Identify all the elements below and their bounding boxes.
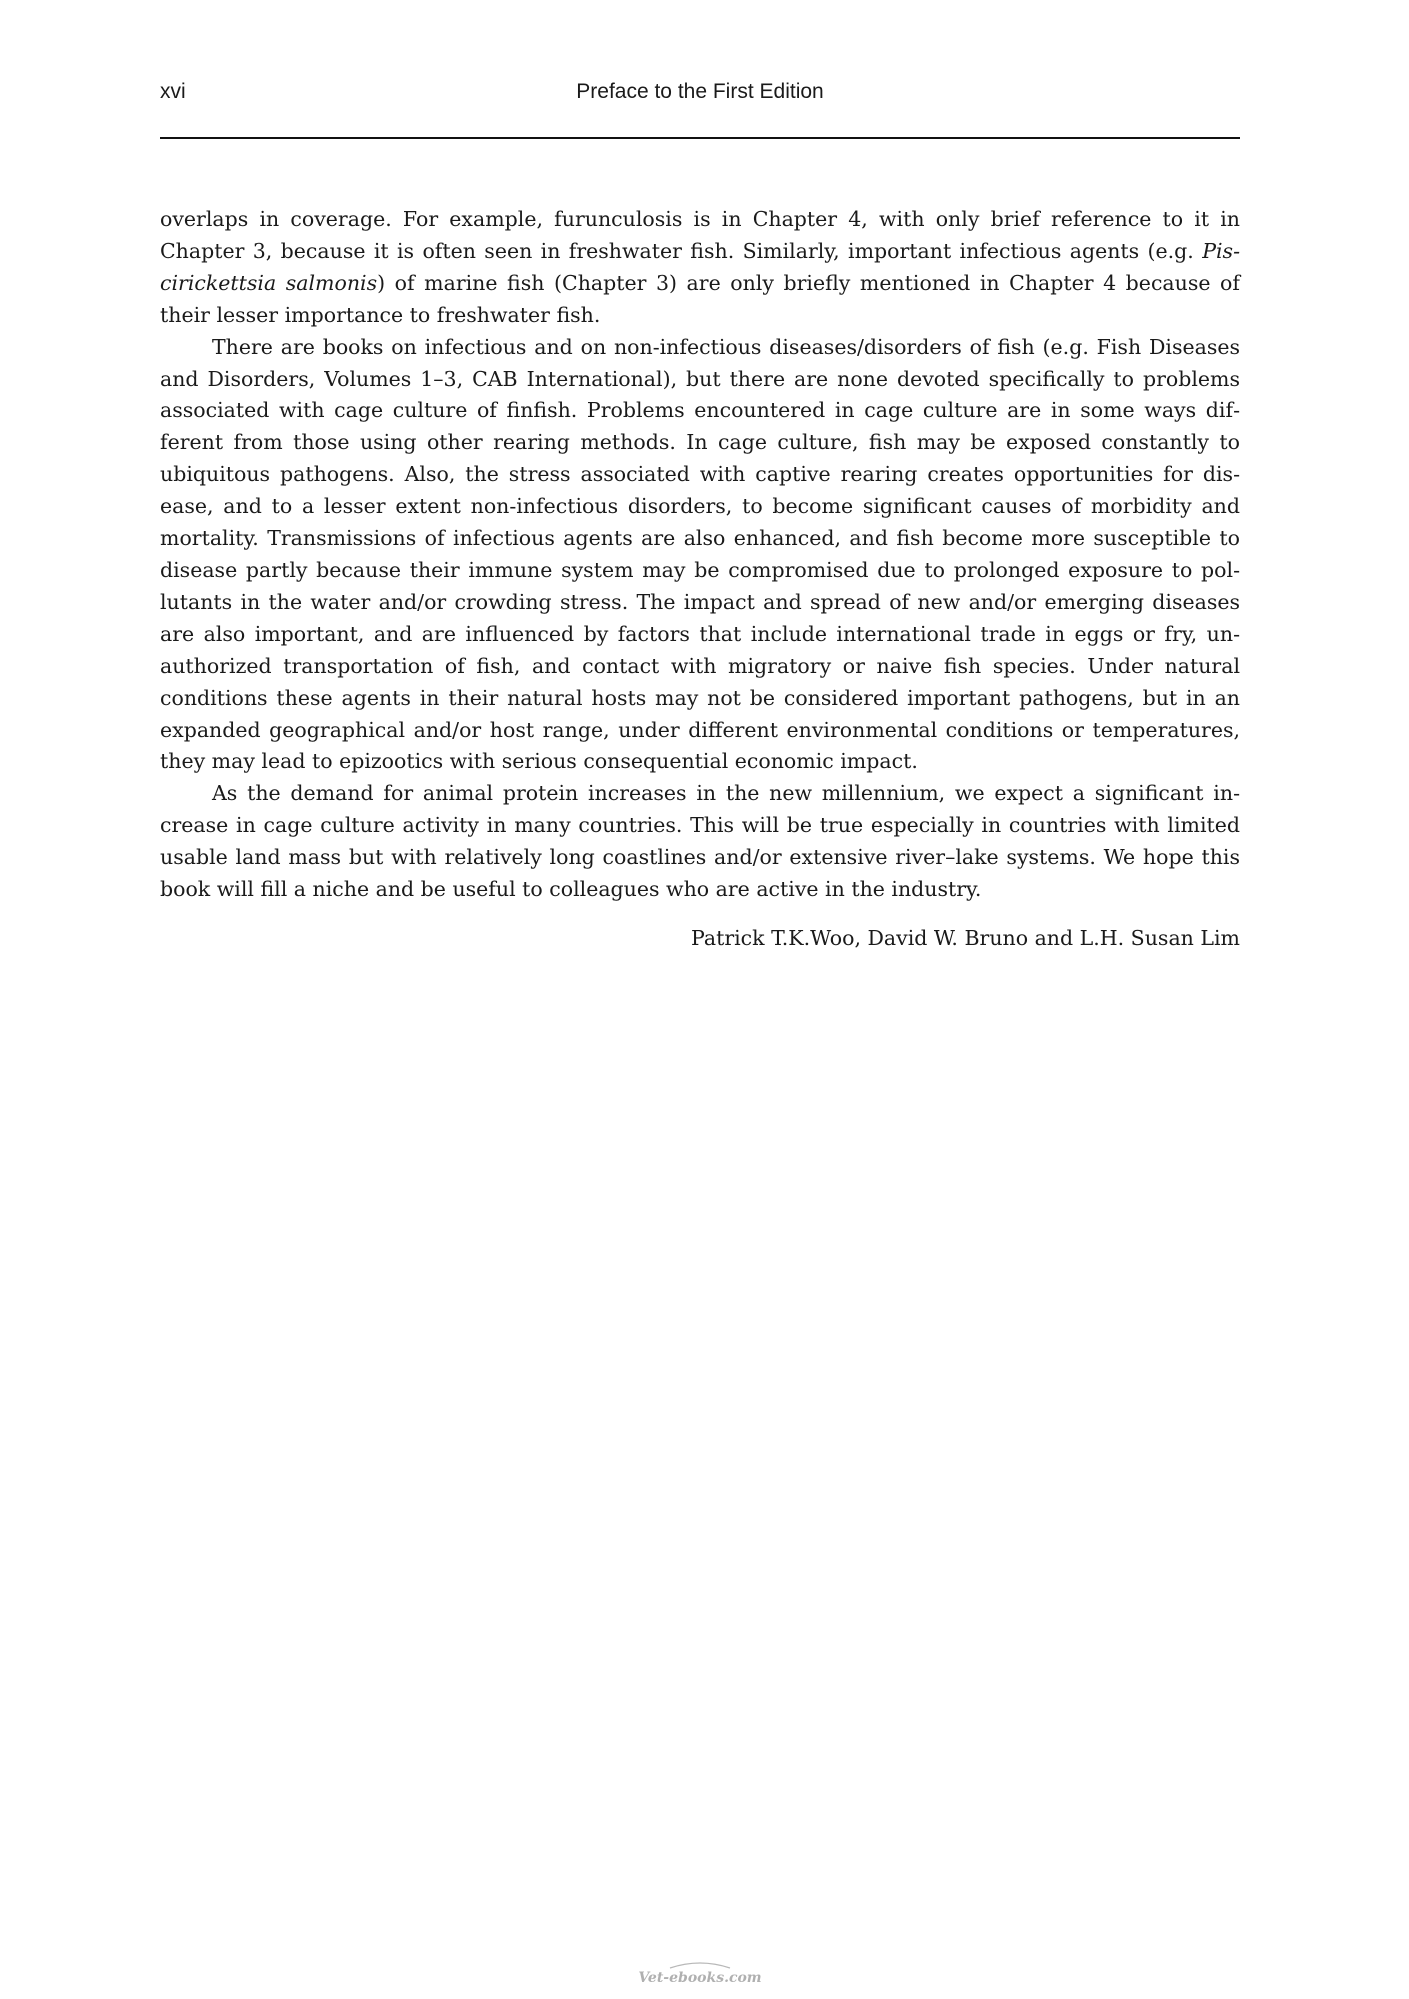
running-title: Preface to the First Edition (576, 80, 824, 103)
watermark-logo (600, 1960, 800, 1988)
running-header (160, 80, 1240, 110)
paragraph-1 (160, 204, 1240, 332)
paragraph-run: There are books on infectious and on non-infectious diseases/disorders of fish (e.g. Fish Diseases and Disorders, Volumes 1–3, CAB International), but there are none devoted specifically to problems associated with cage culture of finfish. Problems encountered in cage culture are in some ways different from those using other rearing methods. In cage culture, fish may be exposed constantly to ubiquitous pathogens. Also, the stress associated with captive rearing creates opportunities for disease, and to a lesser extent non-infectious disorders, to become significant causes of morbidity and mortality. Transmissions of infectious agents are also enhanced, and fish become more susceptible to disease partly because their immune system may be compromised due to prolonged exposure to pollutants in the water and/or crowding stress. The impact and spread of new and/or emerging diseases are also important, and are influenced by factors that include international trade in eggs or fry, unauthorized transportation of fish, and contact with migratory or naive fish species. Under natural conditions these agents in their natural hosts may not be considered important pathogens, but in an expanded geographical and/or host range, under different environmental conditions or temperatures, they may lead to epizootics with serious consequential economic impact. (160, 334, 1240, 774)
author-signature: Patrick T.K.Woo, David W. Bruno and L.H. Susan Lim (690, 926, 1240, 950)
watermark-swoosh-icon (670, 1963, 730, 1968)
watermark-text: Vet-ebooks.com (638, 1970, 762, 1986)
paragraph-run: ) of marine fish (Chapter 3) are only briefly mentioned in Chapter 4 because of their lesser importance to freshwater fish. (160, 270, 1240, 327)
paragraph-3 (160, 778, 1240, 906)
page-number: xvi (160, 80, 186, 103)
body-text (160, 204, 1240, 906)
paragraph-run: overlaps in coverage. For example, furunculosis is in Chapter 4, with only brief reference to it in Chapter 3, because it is often seen in freshwater fish. Similarly, important infectious agents (e.g. (160, 207, 1240, 263)
species-name-italic: Piscirickettsia salmonis (160, 238, 1240, 295)
paragraph-run: As the demand for animal protein increases in the new millennium, we expect a significant increase in cage culture activity in many countries. This will be true especially in countries with limited usable land mass but with relatively long coastlines and/or extensive river–lake systems. We hope this book will fill a niche and be useful to colleagues who are active in the industry. (160, 781, 1240, 902)
paragraph-2 (160, 332, 1240, 779)
header-rule (160, 137, 1240, 139)
